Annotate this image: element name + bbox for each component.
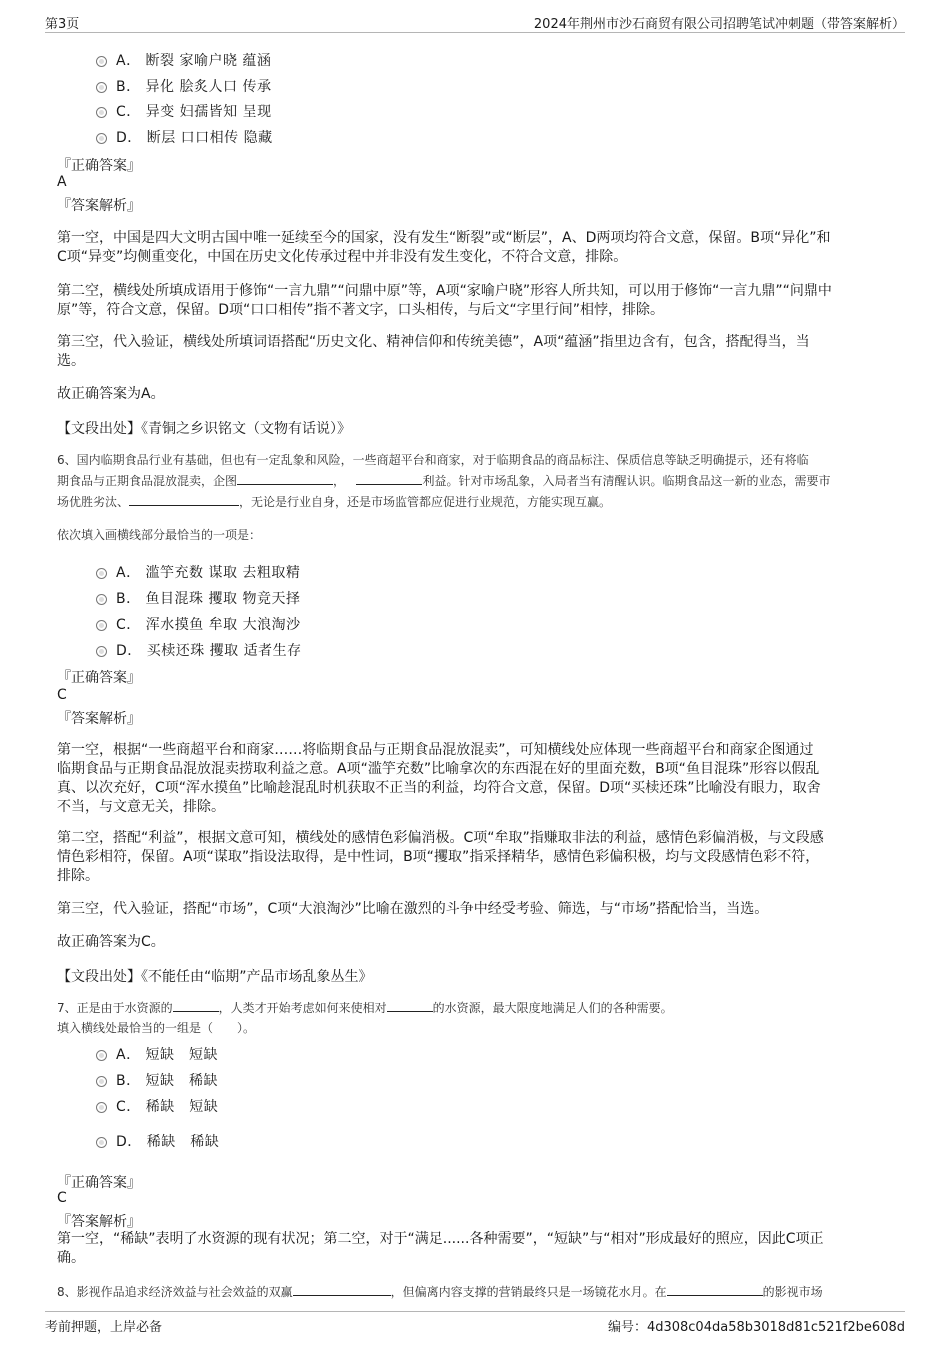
- q6-analysis-para-4: 故正确答案为C。: [57, 934, 165, 950]
- radio-icon[interactable]: [96, 1137, 107, 1148]
- q6-analysis-para-1: 第一空，根据“一些商超平台和商家……将临期食品与正期食品混放混卖”，可知横线处应体现一些商超平台和商家企图通过 临期食品与正期食品混放混卖捞取利益之意。A项“滥竽充数”比喻拿次的东西混在好的里面充数，B项“鱼目混珠”形容以假乱 真、以次充好，C项“浑水摸鱼”比喻趁混乱时机获取不正当的利益，均符合文意，保留。D项“买椟还珠”比喻没有眼力，取舍 不当，与文意无关，排除。: [57, 742, 821, 815]
- q5-analysis-para-3: 第三空，代入验证，横线处所填词语搭配“历史文化、精神信仰和传统美德”，A项“蕴涵”指里边含有，包含，搭配得当，当 选。: [57, 334, 810, 369]
- q6-stem: 6、国内临期食品行业有基础，但也有一定乱象和风险，一些商超平台和商家，对于临期食品的商品标注、保质信息等缺乏明确提示，还有将临 期食品与正期食品混放混卖，企图 ， 利益。针对市场乱象，入局者当有清醒认识。临期食品这一新的业态，需要市 场优胜劣汰、 ，无论是行业自身，还是市场监管都应促进行业规范，方能实现互赢。: [57, 453, 831, 509]
- q6-analysis-para-2: 第二空，搭配“利益”，根据文意可知，横线处的感情色彩偏消极。C项“牟取”指赚取非法的利益，感情色彩偏消极，与文段感 情色彩相符，保留。A项“谋取”指设法取得，是中性词，B项“攫取”指采择精华，感情色彩偏积极，均与文段感情色彩不符， 排除。: [57, 830, 824, 884]
- radio-icon[interactable]: [96, 107, 107, 118]
- fill-blank: [293, 1283, 391, 1296]
- q5-analysis-para-4: 故正确答案为A。: [57, 386, 165, 402]
- q6-source: 【文段出处】《不能任由“临期”产品市场乱象丛生》: [57, 969, 373, 985]
- q7-answer-label: 『正确答案』: [57, 1175, 141, 1191]
- footer-slogan: 考前押题，上岸必备: [45, 1320, 163, 1335]
- q5-source: 【文段出处】《青铜之乡识铭文（文物有话说）》: [57, 421, 351, 437]
- fill-blank: [173, 999, 219, 1012]
- q5-analysis-label: 『答案解析』: [57, 198, 141, 214]
- radio-icon[interactable]: [96, 646, 107, 657]
- q6-analysis-label: 『答案解析』: [57, 711, 141, 727]
- fill-blank: [667, 1283, 763, 1296]
- fill-blank: [237, 472, 333, 485]
- q7-stem: 7、正是由于水资源的 ，人类才开始考虑如何来使相对 的水资源，最大限度地满足人们的各种需要。 填入横线处最恰当的一组是（ ）。: [57, 1001, 673, 1035]
- q7-answer: C: [57, 1190, 67, 1206]
- fill-blank: [387, 999, 433, 1012]
- page-footer: [45, 1311, 905, 1335]
- q6-answer: C: [57, 687, 67, 703]
- radio-icon[interactable]: [96, 568, 107, 579]
- q6-answer-label: 『正确答案』: [57, 670, 141, 686]
- radio-icon[interactable]: [96, 620, 107, 631]
- page-header: [45, 10, 905, 33]
- page-number: 第3页: [45, 17, 80, 32]
- q7-analysis-para: 第一空，“稀缺”表明了水资源的现有状况；第二空，对于“满足......各种需要”，“短缺”与“相对”形成最好的照应，因此C项正 确。: [57, 1231, 824, 1266]
- document-title: 2024年荆州市沙石商贸有限公司招聘笔试冲刺题（带答案解析）: [533, 17, 905, 32]
- radio-icon[interactable]: [96, 594, 107, 605]
- radio-icon[interactable]: [96, 56, 107, 67]
- radio-icon[interactable]: [96, 1076, 107, 1087]
- fill-blank: [356, 472, 422, 485]
- q6-analysis-para-3: 第三空，代入验证，搭配“市场”，C项“大浪淘沙”比喻在激烈的斗争中经受考验、筛选，与“市场”搭配恰当，当选。: [57, 901, 769, 917]
- document-id: 编号：4d308c04da58b3018d81c521f2be608d: [607, 1320, 905, 1335]
- fill-blank: [129, 493, 239, 506]
- q7-analysis-label: 『答案解析』: [57, 1214, 141, 1230]
- q5-analysis-para-1: 第一空，中国是四大文明古国中唯一延续至今的国家，没有发生“断裂”或“断层”，A、D两项均符合文意，保留。B项“异化”和 C项“异变”均侧重变化，中国在历史文化传承过程中并非没有发生变化，不符合文意，排除。: [57, 230, 831, 265]
- q6-prompt: 依次填入画横线部分最恰当的一项是：: [57, 528, 262, 542]
- radio-icon[interactable]: [96, 1102, 107, 1113]
- q5-answer-label: 『正确答案』: [57, 158, 141, 174]
- radio-icon[interactable]: [96, 1050, 107, 1061]
- q5-answer: A: [57, 174, 67, 190]
- radio-icon[interactable]: [96, 133, 107, 144]
- q5-analysis-para-2: 第二空，横线处所填成语用于修饰“一言九鼎”“问鼎中原”等，A项“家喻户晓”形容人所共知，可以用于修饰“一言九鼎”“问鼎中 原”等，符合文意，保留。D项“口口相传”指不著文字，口头相传，与后文“字里行间”相悖，排除。: [57, 283, 832, 318]
- q8-stem: 8、影视作品追求经济效益与社会效益的双赢 ，但偏离内容支撑的营销最终只是一场镜花水月。在 的影视市场: [57, 1285, 823, 1299]
- radio-icon[interactable]: [96, 82, 107, 93]
